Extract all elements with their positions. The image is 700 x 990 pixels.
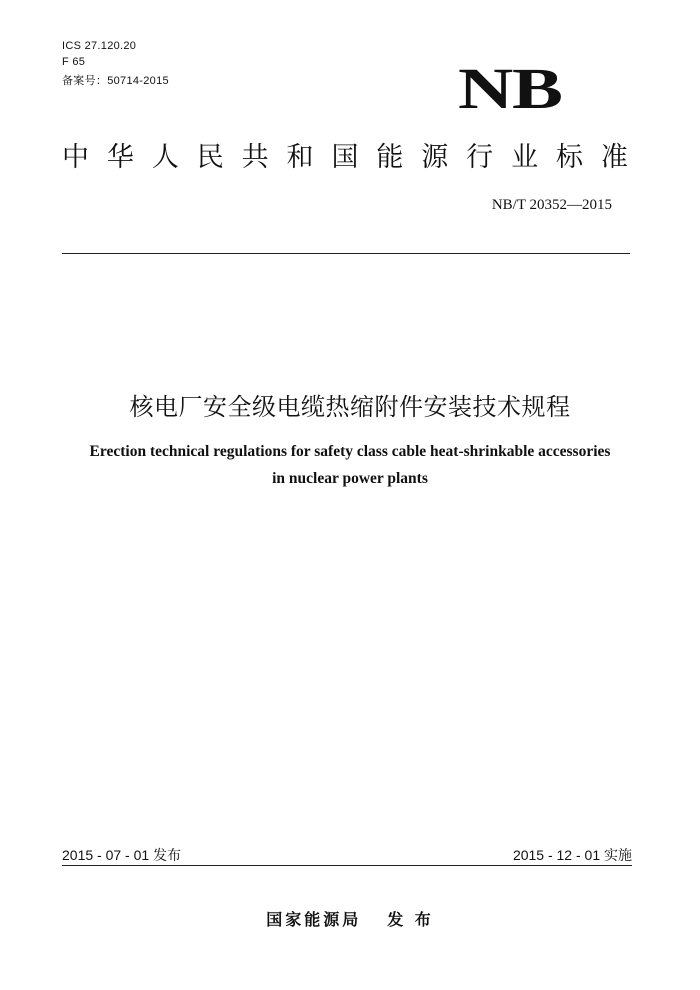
standard-title-char: 人: [151, 142, 179, 173]
standard-title-char: 共: [241, 142, 269, 173]
standard-title-char: 民: [196, 142, 224, 173]
document-title-english-line2: in nuclear power plants: [272, 470, 428, 487]
standard-title-char: 华: [106, 142, 134, 173]
footer-divider: [62, 865, 632, 866]
standard-title-char: 和: [286, 142, 314, 173]
standard-title-char: 行: [466, 142, 494, 173]
publisher-name: 国家能源局: [266, 910, 362, 929]
header-divider: [62, 253, 630, 254]
ccs-code: F 65: [62, 56, 86, 68]
publisher-line: [0, 907, 700, 930]
document-title-english-line1: Erection technical regulations for safety class cable heat-shrinkable accessories: [89, 443, 611, 460]
standard-title-char: 业: [511, 142, 539, 173]
standard-title-char: 能: [376, 142, 404, 173]
document-title-chinese: 核电厂安全级电缆热缩附件安装技术规程: [129, 393, 571, 421]
standard-number: NB/T 20352—2015: [491, 197, 612, 213]
nb-logo: NB: [458, 56, 562, 121]
issue-date: 2015 - 07 - 01 发布: [62, 847, 182, 863]
standard-title-char: 源: [421, 142, 449, 173]
standard-title-char: 中: [62, 142, 89, 173]
standard-title-char: 国: [331, 142, 359, 173]
standard-type-title: [62, 141, 628, 175]
implementation-date: 2015 - 12 - 01 实施: [512, 847, 632, 863]
standard-title-char: 准: [600, 142, 628, 173]
publisher-action: 发 布: [387, 910, 434, 929]
standard-title-char: 标: [555, 142, 583, 173]
filing-number: 备案号：50714-2015: [62, 75, 169, 87]
ics-code: ICS 27.120.20: [62, 40, 137, 52]
